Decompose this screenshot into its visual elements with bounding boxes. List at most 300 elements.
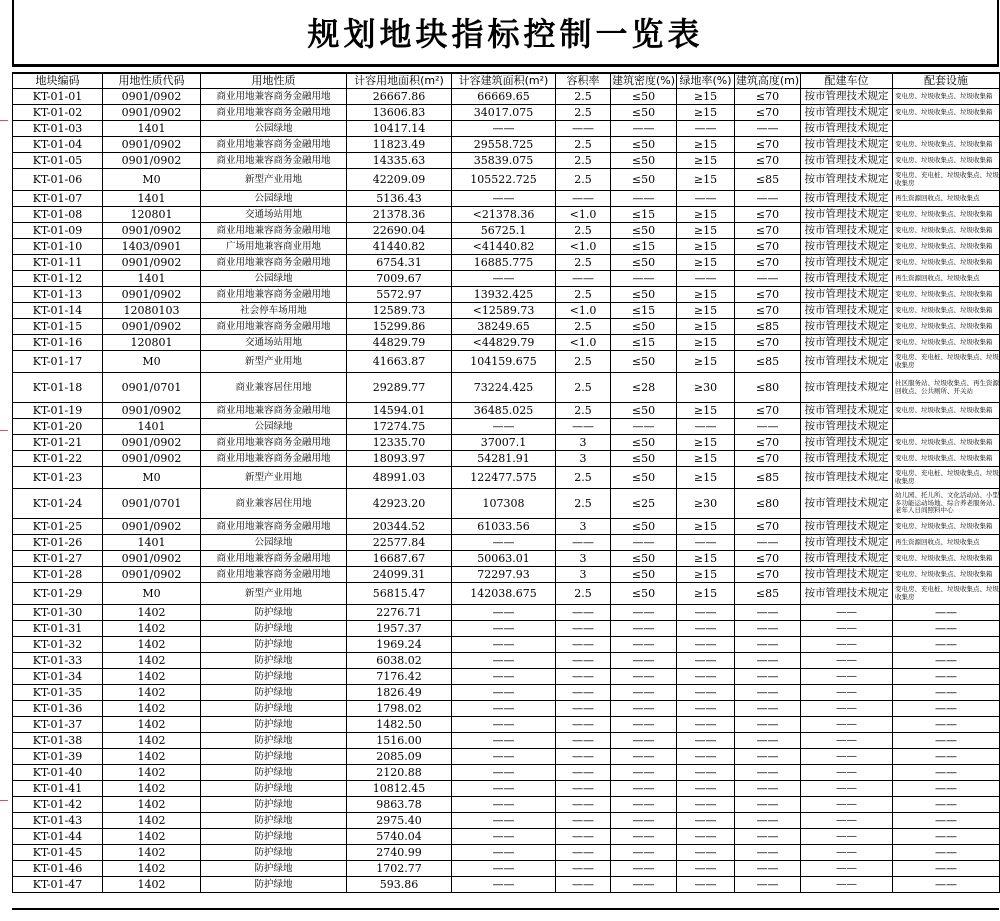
table-cell: —— <box>735 191 801 207</box>
table-cell: 防护绿地 <box>201 765 347 781</box>
table-cell: —— <box>677 701 735 717</box>
table-cell: —— <box>556 605 611 621</box>
table-row <box>13 765 1000 781</box>
table-cell: KT-01-10 <box>13 239 103 255</box>
table-cell: 37007.1 <box>452 435 556 451</box>
table-cell: 2085.09 <box>347 749 452 765</box>
table-row <box>13 653 1000 669</box>
margin-mark <box>0 430 8 431</box>
table-cell: KT-01-39 <box>13 749 103 765</box>
table-cell: —— <box>452 191 556 207</box>
table-cell: 2120.88 <box>347 765 452 781</box>
table-cell: 变电房、垃圾收集点、垃圾收集箱 <box>893 319 1000 335</box>
table-cell: —— <box>556 637 611 653</box>
table-cell: 商业用地兼容商务金融用地 <box>201 451 347 467</box>
table-row <box>13 105 1000 121</box>
table-cell: —— <box>893 605 1000 621</box>
table-cell: KT-01-35 <box>13 685 103 701</box>
table-cell: 5136.43 <box>347 191 452 207</box>
table-cell: —— <box>677 797 735 813</box>
table-cell: 按市管理技术规定 <box>801 239 893 255</box>
table-cell: ≥15 <box>677 583 735 605</box>
table-cell: ≥15 <box>677 137 735 153</box>
table-cell: —— <box>735 669 801 685</box>
table-cell: 按市管理技术规定 <box>801 373 893 403</box>
table-cell: ≤15 <box>611 335 677 351</box>
table-cell: 2975.40 <box>347 813 452 829</box>
table-cell: 变电房、垃圾收集点、垃圾收集箱 <box>893 519 1000 535</box>
table-cell: KT-01-14 <box>13 303 103 319</box>
table-cell: 变电房、垃圾收集点、垃圾收集箱 <box>893 287 1000 303</box>
table-cell: —— <box>801 797 893 813</box>
table-cell: —— <box>801 653 893 669</box>
table-cell: 0901/0902 <box>103 137 201 153</box>
table-cell: KT-01-13 <box>13 287 103 303</box>
table-cell: 3 <box>556 567 611 583</box>
table-cell: —— <box>735 781 801 797</box>
table-cell: KT-01-03 <box>13 121 103 137</box>
table-cell: —— <box>893 797 1000 813</box>
table-cell: <1.0 <box>556 207 611 223</box>
table-cell: 2.5 <box>556 89 611 105</box>
table-cell: 14594.01 <box>347 403 452 419</box>
table-cell: —— <box>556 271 611 287</box>
table-cell: —— <box>611 797 677 813</box>
table-cell: —— <box>556 535 611 551</box>
table-row <box>13 89 1000 105</box>
table-row <box>13 685 1000 701</box>
table-cell: ≤70 <box>735 519 801 535</box>
table-cell: ≤85 <box>735 169 801 191</box>
table-cell: 交通场站用地 <box>201 207 347 223</box>
table-cell: 按市管理技术规定 <box>801 255 893 271</box>
table-cell: 防护绿地 <box>201 637 347 653</box>
table-cell: —— <box>677 717 735 733</box>
table-cell: —— <box>556 861 611 877</box>
table-cell: —— <box>611 605 677 621</box>
table-cell: 2.5 <box>556 351 611 373</box>
table-cell: —— <box>611 669 677 685</box>
table-header-row <box>13 73 1000 89</box>
table-cell: <1.0 <box>556 303 611 319</box>
table-cell: —— <box>677 813 735 829</box>
table-cell: —— <box>677 121 735 137</box>
table-cell: 42923.20 <box>347 489 452 519</box>
table-cell: —— <box>893 829 1000 845</box>
table-cell: 120801 <box>103 335 201 351</box>
table-cell: —— <box>452 733 556 749</box>
table-cell: 0901/0902 <box>103 319 201 335</box>
table-cell: 变电房、垃圾收集点、垃圾收集箱 <box>893 105 1000 121</box>
table-cell <box>893 419 1000 435</box>
table-cell <box>893 121 1000 137</box>
table-row <box>13 861 1000 877</box>
table-cell: KT-01-18 <box>13 373 103 403</box>
table-cell: 变电房、充电桩、垃圾收集点、垃圾收集房 <box>893 351 1000 373</box>
table-cell: 变电房、充电桩、垃圾收集点、垃圾收集房 <box>893 169 1000 191</box>
table-cell: ≤70 <box>735 207 801 223</box>
table-cell: 104159.675 <box>452 351 556 373</box>
plot-index-table <box>12 72 1000 893</box>
table-cell: —— <box>677 765 735 781</box>
table-cell: ≤50 <box>611 403 677 419</box>
table-cell: ≤50 <box>611 551 677 567</box>
table-cell: —— <box>452 781 556 797</box>
table-cell: 按市管理技术规定 <box>801 535 893 551</box>
table-cell: ≤50 <box>611 319 677 335</box>
table-cell: —— <box>556 829 611 845</box>
table-cell: 0901/0902 <box>103 89 201 105</box>
table-cell: 50063.01 <box>452 551 556 567</box>
table-cell: 按市管理技术规定 <box>801 105 893 121</box>
table-row <box>13 669 1000 685</box>
table-cell: 18093.97 <box>347 451 452 467</box>
table-cell: 公园绿地 <box>201 121 347 137</box>
table-cell: —— <box>611 749 677 765</box>
page-title: 规划地块指标控制一览表 <box>307 15 704 53</box>
table-cell: 防护绿地 <box>201 829 347 845</box>
table-cell: 按市管理技术规定 <box>801 287 893 303</box>
table-cell: 35839.075 <box>452 153 556 169</box>
table-cell: 56815.47 <box>347 583 452 605</box>
table-cell: —— <box>556 669 611 685</box>
table-cell: KT-01-05 <box>13 153 103 169</box>
table-cell: —— <box>556 653 611 669</box>
table-cell: KT-01-46 <box>13 861 103 877</box>
table-cell: —— <box>452 271 556 287</box>
table-cell: —— <box>611 637 677 653</box>
table-cell: —— <box>735 877 801 893</box>
table-cell: <44829.79 <box>452 335 556 351</box>
table-cell: —— <box>677 877 735 893</box>
table-cell: 按市管理技术规定 <box>801 169 893 191</box>
table-cell: 1402 <box>103 669 201 685</box>
table-cell: 商业用地兼容商务金融用地 <box>201 105 347 121</box>
table-cell: KT-01-08 <box>13 207 103 223</box>
table-cell: 1401 <box>103 191 201 207</box>
table-cell: —— <box>735 733 801 749</box>
table-cell: —— <box>801 621 893 637</box>
table-cell: —— <box>611 733 677 749</box>
table-cell: 34017.075 <box>452 105 556 121</box>
table-cell: 13606.83 <box>347 105 452 121</box>
table-cell: 66669.65 <box>452 89 556 105</box>
table-cell: —— <box>611 765 677 781</box>
table-cell: KT-01-17 <box>13 351 103 373</box>
table-row <box>13 733 1000 749</box>
table-cell: —— <box>452 535 556 551</box>
table-cell: 6038.02 <box>347 653 452 669</box>
table-cell: 0901/0902 <box>103 551 201 567</box>
table-cell: —— <box>611 653 677 669</box>
table-cell: —— <box>735 861 801 877</box>
table-cell: ≥15 <box>677 451 735 467</box>
table-cell: ≥15 <box>677 287 735 303</box>
table-cell: M0 <box>103 583 201 605</box>
table-cell: 防护绿地 <box>201 717 347 733</box>
table-cell: —— <box>452 813 556 829</box>
table-cell: —— <box>801 733 893 749</box>
table-cell: KT-01-32 <box>13 637 103 653</box>
table-cell: —— <box>677 621 735 637</box>
table-cell: —— <box>452 717 556 733</box>
table-cell: ≤70 <box>735 137 801 153</box>
table-cell: —— <box>677 829 735 845</box>
table-cell: —— <box>735 605 801 621</box>
col-header: 计容用地面积(m²) <box>347 73 452 89</box>
table-cell: —— <box>677 733 735 749</box>
table-cell: 1402 <box>103 605 201 621</box>
col-header: 建筑密度(%) <box>611 74 676 87</box>
col-header: 计容建筑面积(m²) <box>452 73 556 89</box>
table-cell: ≤50 <box>611 89 677 105</box>
table-cell: 防护绿地 <box>201 797 347 813</box>
col-header: 配套设施 <box>893 73 1000 89</box>
table-cell: —— <box>735 717 801 733</box>
table-cell: ≥15 <box>677 207 735 223</box>
table-cell: —— <box>735 271 801 287</box>
table-cell: 2.5 <box>556 319 611 335</box>
table-cell: —— <box>677 605 735 621</box>
table-cell: 1402 <box>103 637 201 653</box>
table-cell: 新型产业用地 <box>201 351 347 373</box>
table-cell: 61033.56 <box>452 519 556 535</box>
table-cell: 变电房、垃圾收集点、垃圾收集箱 <box>893 551 1000 567</box>
table-cell: 防护绿地 <box>201 749 347 765</box>
table-cell: 防护绿地 <box>201 685 347 701</box>
table-cell: 24099.31 <box>347 567 452 583</box>
table-row <box>13 303 1000 319</box>
table-cell: —— <box>893 749 1000 765</box>
table-cell: 44829.79 <box>347 335 452 351</box>
table-cell: —— <box>735 535 801 551</box>
table-cell: 商业兼容居住用地 <box>201 489 347 519</box>
table-cell: —— <box>893 637 1000 653</box>
title-box <box>12 0 999 67</box>
table-cell: 10417.14 <box>347 121 452 137</box>
col-header: 地块编码 <box>13 73 103 89</box>
table-cell: 变电房、垃圾收集点、垃圾收集箱 <box>893 403 1000 419</box>
table-row <box>13 551 1000 567</box>
table-cell: 按市管理技术规定 <box>801 319 893 335</box>
bottom-border <box>12 908 999 910</box>
table-row <box>13 797 1000 813</box>
table-cell: —— <box>611 191 677 207</box>
table-cell: —— <box>735 749 801 765</box>
table-cell: —— <box>677 685 735 701</box>
table-cell: —— <box>735 813 801 829</box>
table-cell: ≤85 <box>735 319 801 335</box>
table-cell: 48991.03 <box>347 467 452 489</box>
table-cell: 防护绿地 <box>201 605 347 621</box>
table-cell: 按市管理技术规定 <box>801 335 893 351</box>
table-cell: —— <box>735 765 801 781</box>
table-cell: 2.5 <box>556 255 611 271</box>
table-cell: 商业用地兼容商务金融用地 <box>201 551 347 567</box>
table-cell: 16885.775 <box>452 255 556 271</box>
col-header: 配建车位 <box>801 73 893 89</box>
table-cell: 0901/0902 <box>103 519 201 535</box>
table-cell: 29558.725 <box>452 137 556 153</box>
table-cell: —— <box>556 845 611 861</box>
table-cell: —— <box>452 685 556 701</box>
table-cell: 2.5 <box>556 153 611 169</box>
table-cell: 商业用地兼容商务金融用地 <box>201 287 347 303</box>
table-cell: —— <box>735 419 801 435</box>
col-header: 用地性质代码 <box>103 73 201 89</box>
table-cell: 变电房、充电桩、垃圾收集点、垃圾收集房 <box>893 467 1000 489</box>
table-cell: 41663.87 <box>347 351 452 373</box>
table-cell: 按市管理技术规定 <box>801 121 893 137</box>
table-cell: 按市管理技术规定 <box>801 351 893 373</box>
table-cell: —— <box>556 877 611 893</box>
table-cell: KT-01-20 <box>13 419 103 435</box>
table-cell: 按市管理技术规定 <box>801 451 893 467</box>
table-cell: —— <box>735 845 801 861</box>
table-cell: —— <box>893 685 1000 701</box>
table-cell: ≤70 <box>735 89 801 105</box>
table-cell: 9863.78 <box>347 797 452 813</box>
table-cell: ≤50 <box>611 435 677 451</box>
table-cell: —— <box>801 605 893 621</box>
table-cell: ≤15 <box>611 303 677 319</box>
table-row <box>13 435 1000 451</box>
table-cell: 1401 <box>103 419 201 435</box>
table-row <box>13 583 1000 605</box>
table-cell: KT-01-23 <box>13 467 103 489</box>
table-cell: ≥15 <box>677 551 735 567</box>
table-cell: ≤50 <box>611 153 677 169</box>
table-cell: 2.5 <box>556 287 611 303</box>
table-cell: —— <box>452 605 556 621</box>
table-cell: —— <box>677 749 735 765</box>
table-cell: 1401 <box>103 271 201 287</box>
table-cell: 新型产业用地 <box>201 583 347 605</box>
table-cell: —— <box>801 669 893 685</box>
table-cell: KT-01-27 <box>13 551 103 567</box>
table-cell: 120801 <box>103 207 201 223</box>
table-cell: —— <box>677 271 735 287</box>
table-cell: 2.5 <box>556 403 611 419</box>
table-cell: ≤50 <box>611 255 677 271</box>
table-row <box>13 351 1000 373</box>
table-cell: 1402 <box>103 861 201 877</box>
table-cell: —— <box>611 845 677 861</box>
table-cell: ≥15 <box>677 303 735 319</box>
table-cell: ≥15 <box>677 467 735 489</box>
table-cell: 0901/0701 <box>103 373 201 403</box>
table-cell: KT-01-29 <box>13 583 103 605</box>
table-cell: —— <box>556 813 611 829</box>
table-cell: ≥15 <box>677 89 735 105</box>
table-cell: 1702.77 <box>347 861 452 877</box>
table-cell: —— <box>735 653 801 669</box>
table-cell: 12335.70 <box>347 435 452 451</box>
table-cell: M0 <box>103 467 201 489</box>
table-cell: 商业用地兼容商务金融用地 <box>201 319 347 335</box>
table-row <box>13 121 1000 137</box>
table-cell: ≤50 <box>611 169 677 191</box>
table-cell: 0901/0902 <box>103 255 201 271</box>
table-cell: ≤50 <box>611 451 677 467</box>
table-row <box>13 451 1000 467</box>
table-cell: —— <box>735 621 801 637</box>
table-cell: ≤70 <box>735 451 801 467</box>
table-cell: ≤15 <box>611 239 677 255</box>
table-cell: ≤85 <box>735 351 801 373</box>
table-cell: 商业用地兼容商务金融用地 <box>201 567 347 583</box>
table-cell: 7176.42 <box>347 669 452 685</box>
table-cell: 29289.77 <box>347 373 452 403</box>
table-cell: —— <box>677 419 735 435</box>
table-cell: —— <box>735 637 801 653</box>
table-cell: 3 <box>556 519 611 535</box>
table-cell: 公园绿地 <box>201 535 347 551</box>
table-cell: 按市管理技术规定 <box>801 551 893 567</box>
table-cell: 1402 <box>103 781 201 797</box>
table-cell: —— <box>611 781 677 797</box>
table-row <box>13 223 1000 239</box>
table-cell: KT-01-12 <box>13 271 103 287</box>
table-cell: 防护绿地 <box>201 813 347 829</box>
table-cell: KT-01-01 <box>13 89 103 105</box>
table-cell: —— <box>556 621 611 637</box>
table-cell: ≥15 <box>677 519 735 535</box>
table-cell: ≥15 <box>677 335 735 351</box>
table-row <box>13 137 1000 153</box>
table-row <box>13 701 1000 717</box>
table-cell: ≤70 <box>735 435 801 451</box>
table-cell: 72297.93 <box>452 567 556 583</box>
table-cell: <12589.73 <box>452 303 556 319</box>
table-cell: 20344.52 <box>347 519 452 535</box>
table-cell: KT-01-30 <box>13 605 103 621</box>
table-cell: 变电房、垃圾收集点、垃圾收集箱 <box>893 223 1000 239</box>
table-cell: 1402 <box>103 813 201 829</box>
table-cell: —— <box>611 121 677 137</box>
table-cell: —— <box>893 717 1000 733</box>
table-cell: —— <box>893 813 1000 829</box>
table-row <box>13 637 1000 653</box>
table-cell: 防护绿地 <box>201 621 347 637</box>
table-cell: ≤70 <box>735 255 801 271</box>
col-header: 建筑高度(m) <box>735 74 800 87</box>
table-cell: 3 <box>556 451 611 467</box>
table-cell: —— <box>801 813 893 829</box>
table-cell: 2.5 <box>556 223 611 239</box>
table-cell: ≥15 <box>677 239 735 255</box>
table-cell: 按市管理技术规定 <box>801 567 893 583</box>
table-cell: 按市管理技术规定 <box>801 191 893 207</box>
table-cell: ≥15 <box>677 567 735 583</box>
table-cell: ≤70 <box>735 567 801 583</box>
table-row <box>13 829 1000 845</box>
table-cell: 0901/0902 <box>103 435 201 451</box>
table-cell: —— <box>735 797 801 813</box>
table-cell: —— <box>556 765 611 781</box>
table-cell: —— <box>801 749 893 765</box>
table-cell: —— <box>611 621 677 637</box>
table-cell: 按市管理技术规定 <box>801 435 893 451</box>
table-row <box>13 207 1000 223</box>
table-cell: ≥30 <box>677 373 735 403</box>
table-cell: —— <box>611 829 677 845</box>
table-cell: —— <box>893 669 1000 685</box>
table-cell: 0901/0902 <box>103 567 201 583</box>
table-row <box>13 489 1000 519</box>
table-cell: 防护绿地 <box>201 781 347 797</box>
table-cell: ≤80 <box>735 373 801 403</box>
